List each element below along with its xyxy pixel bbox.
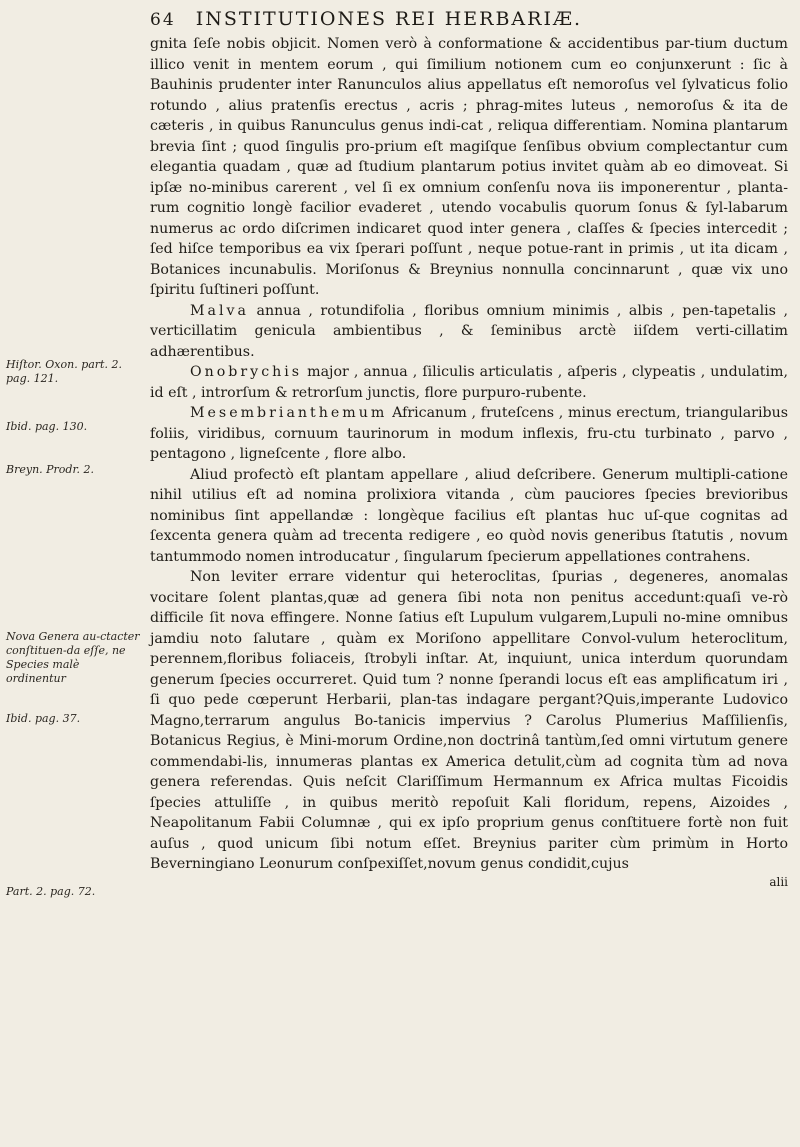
margin-note: Breyn. Prodr. 2. xyxy=(6,463,95,476)
margin-note: Ibid. pag. 37. xyxy=(6,712,81,725)
margin-note: Ibid. pag. 130. xyxy=(6,420,88,433)
paragraph xyxy=(150,403,788,465)
paragraph-text: Africanum , fruteſcens , minus erectum, triangularibus foliis, viridibus, cornuum taurinorum in modum inflexis, fru-ctu turbinato , parvo , pentagono , ligneſcente , flore albo. xyxy=(150,405,788,462)
running-header xyxy=(150,8,790,30)
paragraph: gnita ſeſe nobis objicit. Nomen verò à conformatione & accidentibus par-tium ductum illico venit in mentem eorum , qui ſimilium notionem cum eo conjunxerunt : ſic à Bauhinis prudenter inter Ranunculos alius appellatus eſt nemoroſus vel ſylvaticus folio rotundo , alius pratenſis erectus , acris ; phrag-mites luteus , nemoroſus & ita de cæteris , in quibus Ranunculus genus indi-cat , reliqua differentiam. Nomina plantarum brevia ſint ; quod ſingulis pro-prium eſt magiſque ſenſibus obvium complectantur cum elegantia quadam , quæ ad ſtudium plantarum potius invitet quàm ab eo dimoveat. Si ipſæ no-minibus carerent , vel ſi ex omnium conſenſu nova iis imponerentur , planta-rum cognitio longè facilior evaderet , utendo vocabulis quorum ſonus & ſyl-labarum numerus ac ordo diſcrimen indicaret quod inter genera , claſſes & ſpecies intercedit ; ſed hiſce temporibus ea vix ſperari poſſunt , neque potue-rant in primis , ut ita dicam , Botanices incunabulis. Moriſonus & Breynius nonnulla concinnarunt , quæ vix uno ſpiritu ſuſtineri poſſunt. xyxy=(150,36,788,298)
margin-note: Part. 2. pag. 72. xyxy=(6,885,96,898)
paragraph xyxy=(150,362,788,403)
plant-name: Malva xyxy=(190,302,249,319)
margin-note: Hiſtor. Oxon. part. 2. pag. 121. xyxy=(6,358,122,385)
margin-note: Nova Genera au-ctacter conſtituen-da eſſe, ne Species malè ordinentur xyxy=(6,630,140,685)
paragraph: Aliud profectò eſt plantam appellare , aliud deſcribere. Generum multipli-catione nihil utilius eſt ad nomina prolixiora vitanda , cùm pauciores ſpecies brevioribus nominibus ſint appellandæ : longèque facilius eſt plantas huc uſ-que cognitas ad ſexcenta genera quàm ad trecenta redigere , eo quòd novis generibus ſtatutis , novum tantummodo nomen introducatur , ſingularum ſpecierum appellationes contrahens. xyxy=(150,466,788,565)
paragraph: Non leviter errare videntur qui heteroclitas, ſpurias , degeneres, anomalas vocitare ſolent plantas,quæ ad genera ſibi nota non penitus accedunt:quaſi ve-rò difficile ſit nova effingere. Nonne ſatius eſt Lupulum vulgarem,Lupuli no-mine omnibus jamdiu noto ſalutare , quàm ex Moriſono appellitare Convol-vulum heteroclitum, perennem,floribus foliaceis, ſtrobyli inſtar. At, inquiunt, unica interdum quorundam generum ſpecies occurreret. Quid tum ? nonne ſperandi locus eſt eas amplificatum iri , ſi quo pede cœperunt Herbarii, plan-tas indagare pergant?Quis,imperante Ludovico Magno,terrarum angulus Bo-tanicis impervius ? Carolus Plumerius Maſſilienſis, Botanicus Regius, è Mini-morum Ordine,non doctrinâ tantùm,ſed omni virtutum genere commendabi-lis, innumeras plantas ex America detulit,cùm ad cognita tùm ad nova genera referendas. Quis neſcit Clariſſimum Hermannum ex Africa multas Ficoidis ſpecies attuliſſe , in quibus meritò repoſuit Kali floridum, repens, Aizoides , Neapolitanum Fabii Columnæ , qui ex ipſo proprium genus conſtituere fortè non fuit auſus , quod unicum ſibi notum eſſet. Breynius pariter cùm primùm in Horto Beverningiano Leonurum conſpexiſſet,novum genus condidit,cujus xyxy=(150,569,788,872)
running-title: INSTITUTIONES REI HERBARIÆ. xyxy=(195,8,583,30)
paragraph-text: annua , rotundifolia , floribus omnium minimis , albis , pen-tapetalis , verticillatim genicula ambientibus , & ſeminibus arctè iiſdem verti-cillatim adhærentibus. xyxy=(150,302,788,360)
catchword: alii xyxy=(769,874,788,889)
paragraph xyxy=(150,301,788,363)
paragraph-text: major , annua , ſiliculis articulatis , aſperis , clypeatis , undulatim, id eſt , introrſum & retrorſum junctis, flore purpuro-rubente. xyxy=(150,364,788,401)
plant-name: Mesembrianthemum xyxy=(190,405,388,421)
plant-name: Onobrychis xyxy=(190,364,303,380)
main-text xyxy=(150,34,788,889)
page-number: 64 xyxy=(150,10,176,30)
